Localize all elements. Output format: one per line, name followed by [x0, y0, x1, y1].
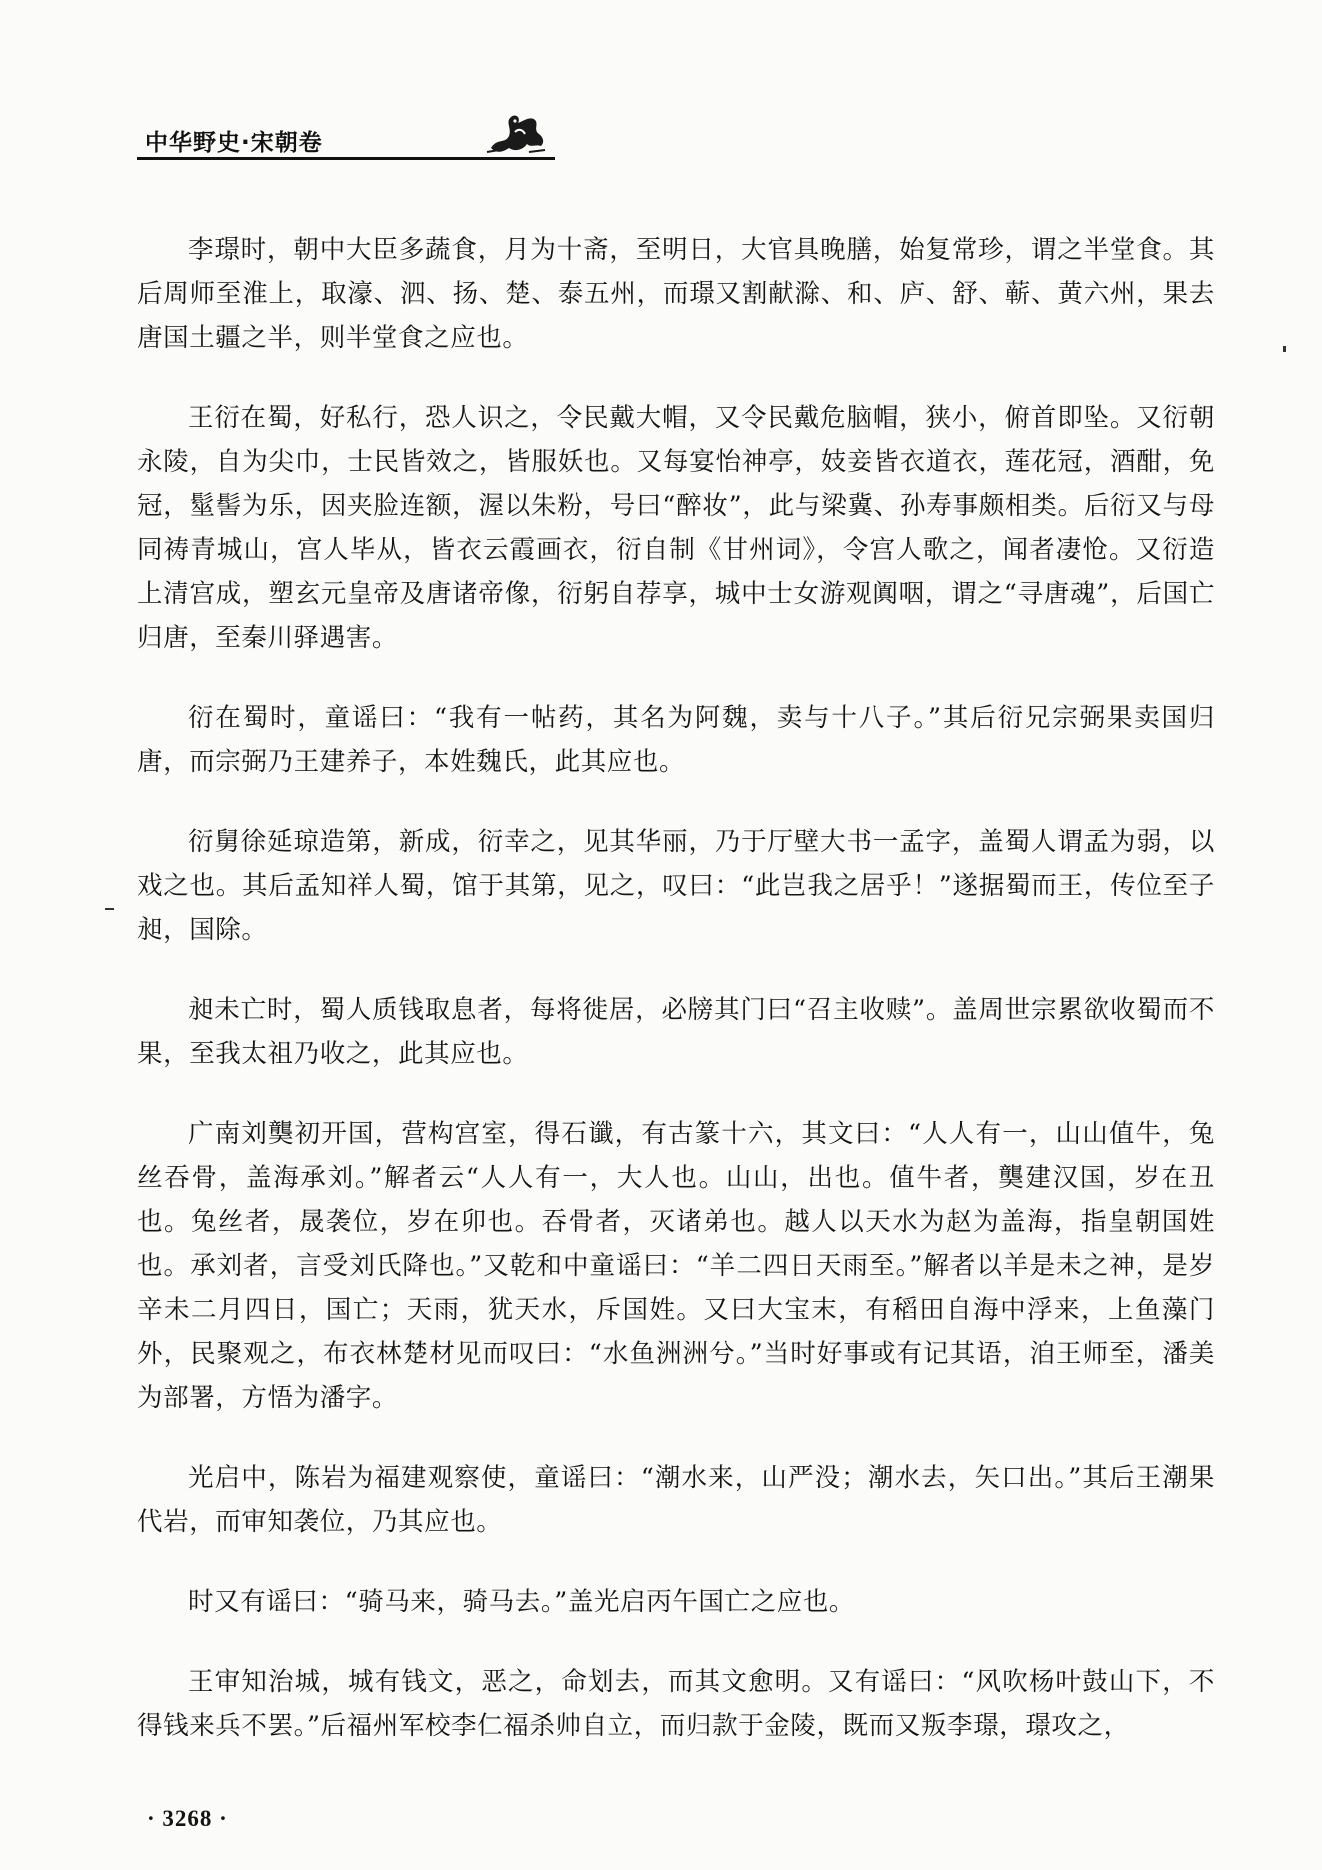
header-rule [137, 157, 555, 160]
scan-speck [1283, 346, 1286, 352]
paragraph: 衍在蜀时，童谣曰：“我有一帖药，其名为阿魏，卖与十八子。”其后衍兄宗弼果卖国归唐，而宗弼乃王建养子，本姓魏氏，此其应也。 [137, 703, 1215, 777]
paragraph: 衍舅徐延琼造第，新成，衍幸之，见其华丽，乃于厅壁大书一孟字，盖蜀人谓孟为弱，以戏之也。其后孟知祥人蜀，馆于其第，见之，叹曰：“此岂我之居乎！”遂据蜀而王，传位至子昶，国除。 [137, 827, 1215, 945]
dragon-emblem-icon [485, 108, 547, 158]
paragraph: 广南刘龑初开国，营构宫室，得石谶，有古篆十六，其文曰：“人人有一，山山值牛，兔丝吞骨，盖海承刘。”解者云“人人有一，大人也。山山，出也。值牛者，龑建汉国，岁在丑也。兔丝者，晟袭位，岁在卯也。吞骨者，灭诸弟也。越人以天水为赵为盖海，指皇朝国姓也。承刘者，言受刘氏降也。”又乾和中童谣曰：“羊二四日天雨至。”解者以羊是未之神，是岁辛未二月四日，国亡；天雨，犹天水，斥国姓。又曰大宝末，有稻田自海中浮来，上鱼藻门外，民聚观之，布衣林楚材见而叹曰：“水鱼洲洲兮。”当时好事或有记其语，洎王师至，潘美为部署，方悟为潘字。 [137, 1119, 1215, 1413]
running-header [137, 112, 555, 162]
body-text [137, 228, 1215, 1784]
page-number: · 3268 · [147, 1806, 228, 1831]
scan-speck [105, 908, 114, 910]
paragraph: 光启中，陈岩为福建观察使，童谣曰：“潮水来，山严没；潮水去，矢口出。”其后王潮果代岩，而审知袭位，乃其应也。 [137, 1463, 1215, 1537]
paragraph: 时又有谣曰：“骑马来，骑马去。”盖光启丙午国亡之应也。 [188, 1587, 856, 1617]
paragraph: 王审知治城，城有钱文，恶之，命划去，而其文愈明。又有谣曰：“风吹杨叶鼓山下，不得钱来兵不罢。”后福州军校李仁福杀帅自立，而归款于金陵，既而又叛李璟，璟攻之， [137, 1667, 1215, 1741]
paragraph: 李璟时，朝中大臣多蔬食，月为十斋，至明日，大官具晚膳，始复常珍，谓之半堂食。其后周师至淮上，取濠、泗、扬、楚、泰五州，而璟又割献滁、和、庐、舒、蕲、黄六州，果去唐国土疆之半，则半堂食之应也。 [137, 235, 1215, 353]
paragraph: 昶未亡时，蜀人质钱取息者，每将徙居，必牓其门曰“召主收赎”。盖周世宗累欲收蜀而不果，至我太祖乃收之，此其应也。 [137, 995, 1215, 1069]
paragraph: 王衍在蜀，好私行，恐人识之，令民戴大帽，又令民戴危脑帽，狭小，俯首即坠。又衍朝永陵，自为尖巾，士民皆效之，皆服妖也。又每宴怡神亭，妓妾皆衣道衣，莲花冠，酒酣，免冠，髽髻为乐，因夹脸连额，渥以朱粉，号曰“醉妆”，此与梁冀、孙寿事颇相类。后衍又与母同祷青城山，宫人毕从，皆衣云霞画衣，衍自制《甘州词》，令宫人歌之，闻者凄怆。又衍造上清宫成，塑玄元皇帝及唐诸帝像，衍躬自荐享，城中士女游观阗咽，谓之“寻唐魂”，后国亡归唐，至秦川驿遇害。 [137, 403, 1215, 653]
book-title: 中华野史·宋朝卷 [145, 130, 323, 156]
